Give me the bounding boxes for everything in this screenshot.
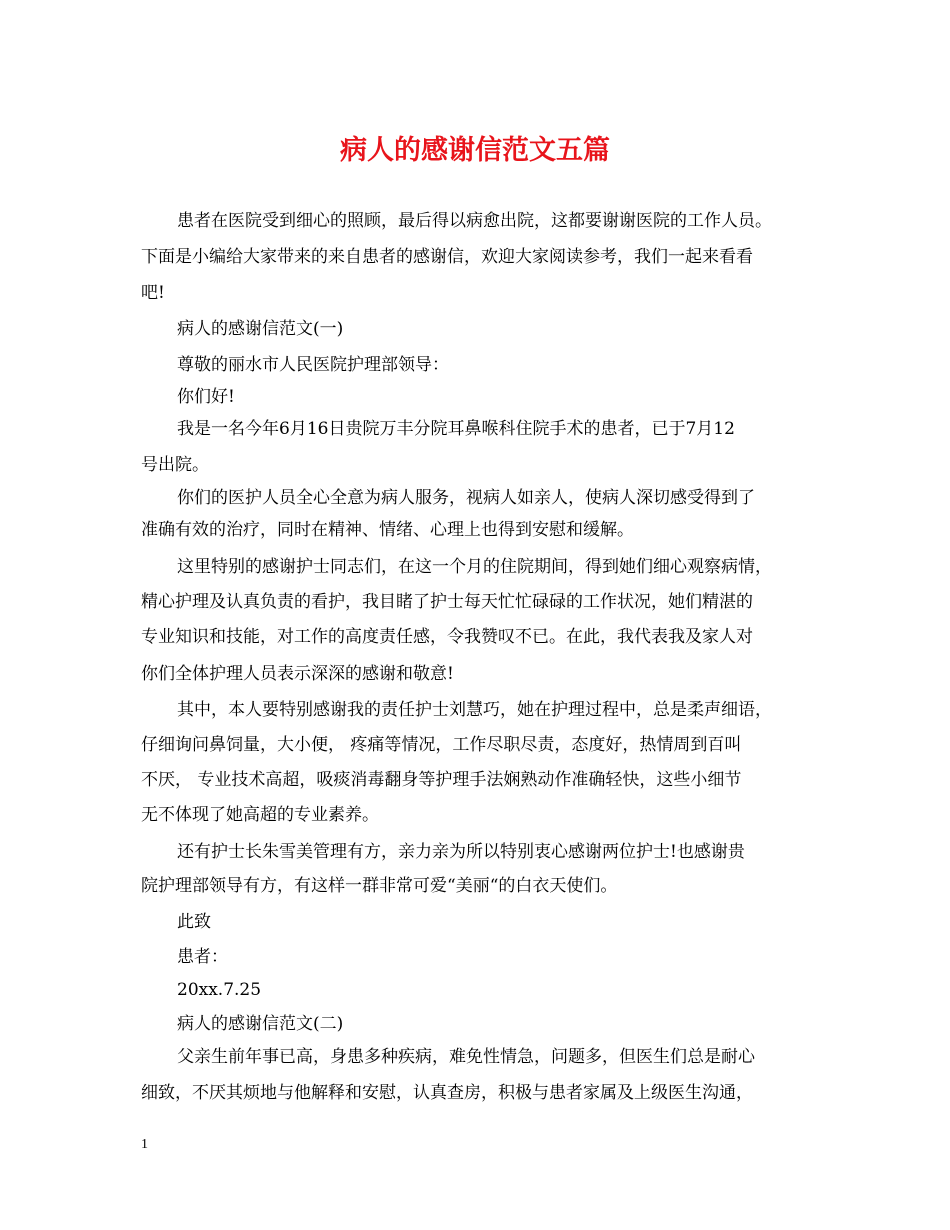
page-title: 病人的感谢信范文五篇 (340, 135, 610, 166)
body-line: 不厌， 专业技术高超，吸痰消毒翻身等护理手法娴熟动作准确轻快，这些小细节 (141, 770, 742, 790)
salutation: 尊敬的丽水市人民医院护理部领导： (177, 355, 449, 375)
body-line: 父亲生前年事已高，身患多种疾病，难免性情急，问题多，但医生们总是耐心 (177, 1047, 755, 1067)
body-line: 患者在医院受到细心的照顾，最后得以病愈出院，这都要谢谢医院的工作人员。 (177, 211, 772, 231)
body-line: 精心护理及认真负责的看护，我目睹了护士每天忙忙碌碌的工作状况，她们精湛的 (141, 592, 753, 612)
body-line: 号出院。 (141, 455, 209, 475)
body-line: 你们全体护理人员表示深深的感谢和敬意! (141, 664, 454, 684)
body-line: 我是一名今年6月16日贵院万丰分院耳鼻喉科住院手术的患者，已于7月12 (177, 419, 735, 439)
body-line: 无不体现了她高超的专业素养。 (141, 805, 379, 825)
page-number: 1 (141, 1137, 148, 1152)
body-line: 准确有效的治疗，同时在精神、情绪、心理上也得到安慰和缓解。 (141, 520, 634, 540)
body-line: 你们的医护人员全心全意为病人服务，视病人如亲人，使病人深切感受得到了 (177, 488, 755, 508)
body-line: 其中，本人要特别感谢我的责任护士刘慧巧，她在护理过程中，总是柔声细语， (177, 700, 772, 720)
closing: 此致 (177, 912, 211, 932)
body-line: 吧! (141, 283, 165, 303)
section-heading: 病人的感谢信范文(二) (177, 1014, 344, 1034)
body-line: 细致，不厌其烦地与他解释和安慰，认真查房，积极与患者家属及上级医生沟通， (141, 1083, 753, 1103)
body-line: 仔细询问鼻饲量，大小便， 疼痛等情况，工作尽职尽责，态度好，热情周到百叫 (141, 735, 742, 755)
body-line: 专业知识和技能，对工作的高度责任感，令我赞叹不已。在此，我代表我及家人对 (141, 627, 753, 647)
date: 20xx.7.25 (177, 980, 262, 1000)
body-line: 院护理部领导有方，有这样一群非常可爱“美丽“的白衣天使们。 (141, 876, 618, 896)
signature: 患者： (177, 947, 228, 967)
body-line: 这里特别的感谢护士同志们，在这一个月的住院期间，得到她们细心观察病情， (177, 557, 772, 577)
body-line: 还有护士长朱雪美管理有方，亲力亲为所以特别衷心感谢两位护士!也感谢贵 (177, 842, 745, 862)
section-heading: 病人的感谢信范文(一) (177, 319, 344, 339)
body-line: 下面是小编给大家带来的来自患者的感谢信，欢迎大家阅读参考，我们一起来看看 (141, 247, 753, 267)
greeting: 你们好! (177, 387, 235, 407)
